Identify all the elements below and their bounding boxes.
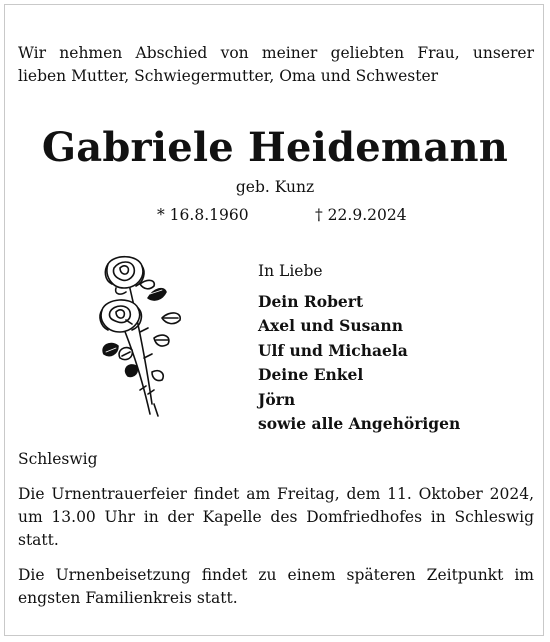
intro-line-1: Wir nehmen Abschied von meiner geliebten Frau, unserer: [18, 44, 534, 62]
mourner-name: Jörn: [258, 389, 296, 409]
burial-text: [18, 564, 534, 610]
mourners-lead: In Liebe: [258, 262, 323, 280]
intro-line-2: lieben Mutter, Schwiegermutter, Oma und Schwester: [18, 67, 439, 85]
birth-date: * 16.8.1960: [157, 206, 249, 224]
birth-name: geb. Kunz: [235, 178, 315, 196]
deceased-name: Gabriele Heidemann: [41, 124, 509, 171]
ceremony-line-2: um 13.00 Uhr in der Kapelle des Domfriedhofes in Schleswig: [18, 508, 534, 526]
ceremony-line-1: Die Urnentrauerfeier findet am Freitag, dem 11. Oktober 2024,: [18, 485, 534, 503]
mourner-name: sowie alle Angehörigen: [258, 414, 461, 433]
ceremony-text: [18, 483, 534, 552]
mourner-name: Deine Enkel: [258, 365, 364, 384]
intro-text: [18, 42, 534, 88]
mourners-list: [258, 259, 460, 437]
burial-line-1: Die Urnenbeisetzung findet zu einem späteren Zeitpunkt im: [18, 566, 534, 584]
burial-line-2: engsten Familienkreis statt.: [18, 589, 238, 607]
mourner-name: Axel und Susann: [258, 316, 403, 335]
mourner-name: Dein Robert: [258, 291, 364, 311]
city-name: Schleswig: [18, 450, 98, 468]
rose-icon: [92, 254, 192, 420]
mourner-name: Ulf und Michaela: [258, 340, 408, 360]
ceremony-line-3: statt.: [18, 531, 59, 549]
death-date: † 22.9.2024: [315, 206, 407, 224]
